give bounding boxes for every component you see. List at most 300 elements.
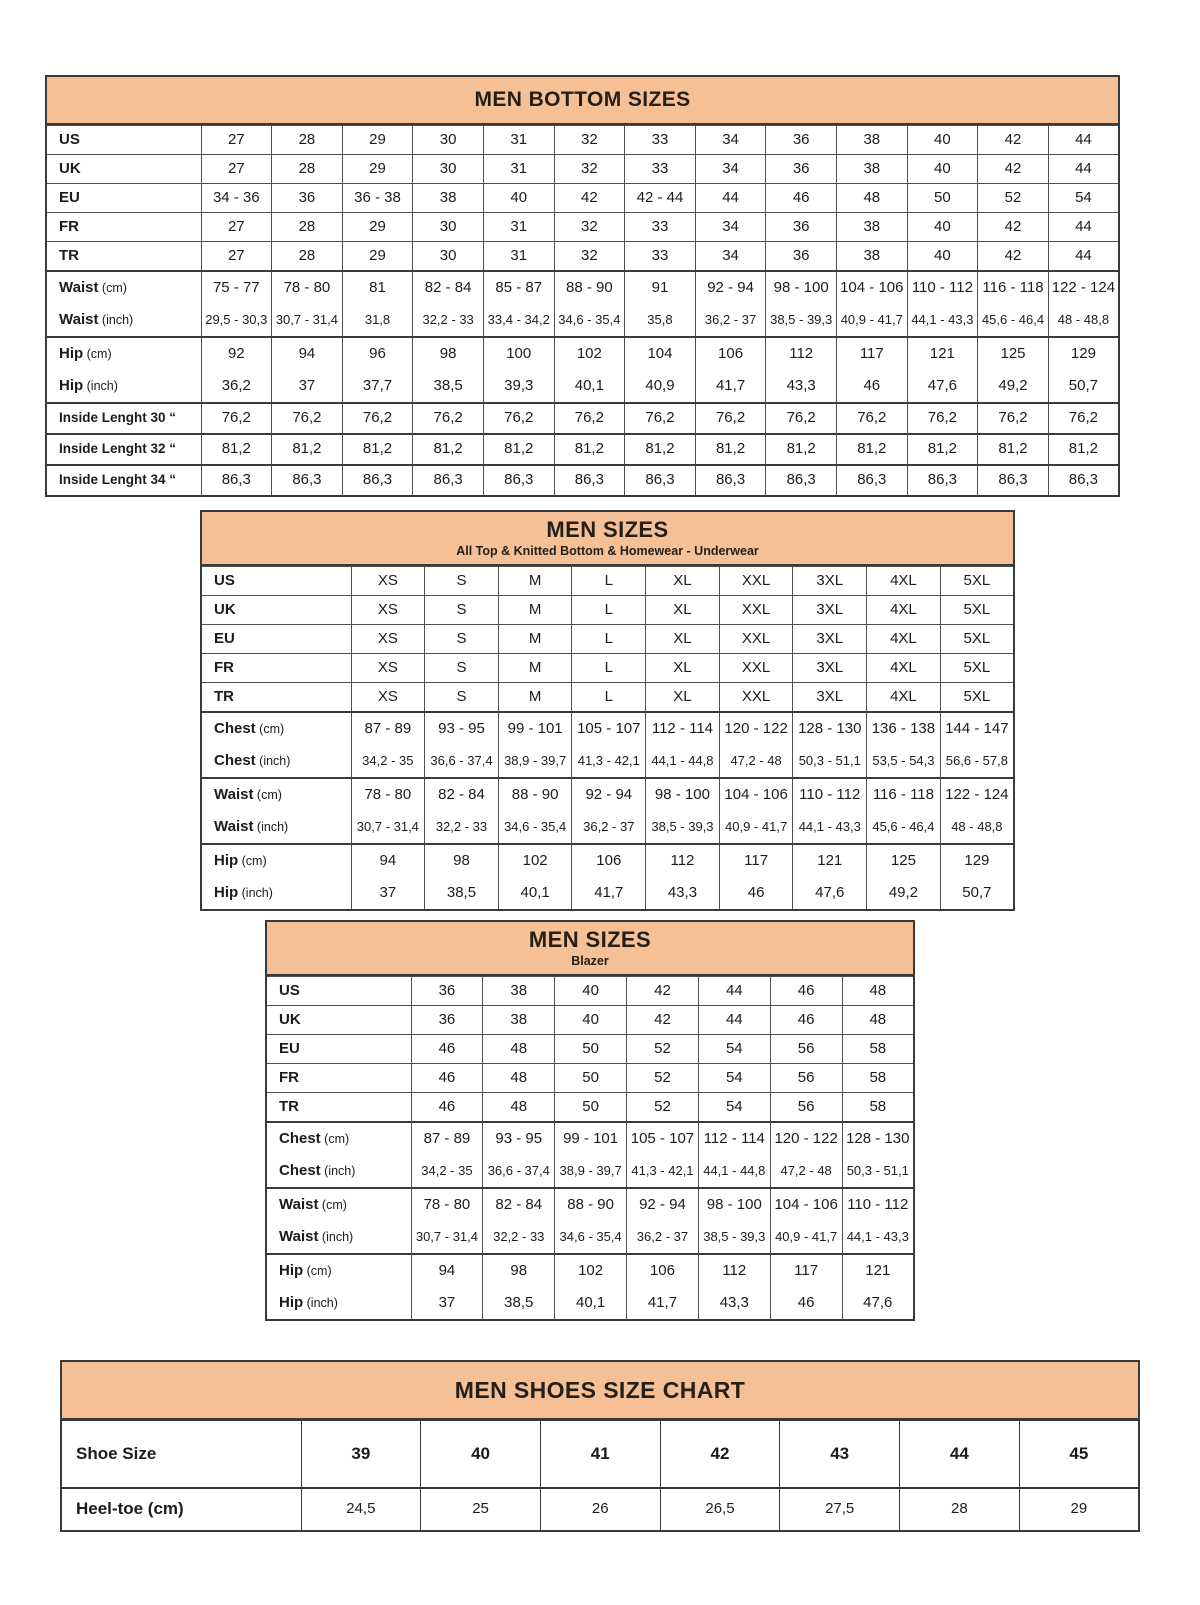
cell-value: 34: [695, 242, 766, 272]
cell-value: 33: [625, 155, 696, 184]
cell-value: 81: [342, 271, 413, 304]
row-label: Waist (cm): [266, 1188, 411, 1221]
cell-value: 36,6 - 37,4: [425, 745, 499, 778]
cell-value: 24,5: [301, 1488, 421, 1531]
cell-value: 47,6: [907, 370, 978, 403]
cell-value: 105 - 107: [627, 1122, 699, 1155]
table-row: [266, 1064, 914, 1093]
table-row: [201, 877, 1014, 910]
cell-value: 82 - 84: [483, 1188, 555, 1221]
cell-value: 117: [770, 1254, 842, 1287]
table-row: [266, 1188, 914, 1221]
cell-value: L: [572, 654, 646, 683]
row-label: UK: [201, 596, 351, 625]
cell-value: 81,2: [342, 434, 413, 465]
table-row: [61, 1421, 1139, 1489]
cell-value: 46: [836, 370, 907, 403]
cell-value: M: [498, 683, 572, 713]
cell-value: 87 - 89: [351, 712, 425, 745]
row-label: Hip (cm): [201, 844, 351, 877]
cell-value: 5XL: [940, 683, 1014, 713]
row-label: Waist (cm): [46, 271, 201, 304]
cell-value: 47,2 - 48: [770, 1155, 842, 1188]
cell-value: 76,2: [1048, 403, 1119, 434]
cell-value: 40: [421, 1421, 541, 1489]
cell-value: 44: [698, 977, 770, 1006]
cell-value: 45,6 - 46,4: [978, 304, 1049, 337]
cell-value: 36,2 - 37: [627, 1221, 699, 1254]
cell-value: 94: [411, 1254, 483, 1287]
cell-value: 42: [978, 213, 1049, 242]
cell-value: 117: [719, 844, 793, 877]
cell-value: 47,2 - 48: [719, 745, 793, 778]
cell-value: 81,2: [766, 434, 837, 465]
cell-value: 31: [483, 242, 554, 272]
cell-value: 48: [842, 1006, 914, 1035]
table-row: [266, 977, 914, 1006]
cell-value: 43,3: [766, 370, 837, 403]
cell-value: 86,3: [695, 465, 766, 496]
cell-value: 32,2 - 33: [483, 1221, 555, 1254]
row-label: Hip (cm): [46, 337, 201, 370]
table-row: [266, 1221, 914, 1254]
cell-value: 46: [770, 1287, 842, 1320]
table-row: [201, 745, 1014, 778]
cell-value: 94: [351, 844, 425, 877]
cell-value: M: [498, 567, 572, 596]
cell-value: 34,6 - 35,4: [555, 1221, 627, 1254]
cell-value: 104 - 106: [719, 778, 793, 811]
cell-value: 25: [421, 1488, 541, 1531]
cell-value: 56: [770, 1035, 842, 1064]
row-label: EU: [266, 1035, 411, 1064]
cell-value: 36: [766, 155, 837, 184]
table-row: [46, 126, 1119, 155]
cell-value: 76,2: [766, 403, 837, 434]
cell-value: 38,5: [425, 877, 499, 910]
cell-value: 120 - 122: [719, 712, 793, 745]
cell-value: 34,6 - 35,4: [554, 304, 625, 337]
cell-value: XXL: [719, 625, 793, 654]
cell-value: 3XL: [793, 654, 867, 683]
cell-value: 129: [940, 844, 1014, 877]
table-title: MEN SHOES SIZE CHART: [454, 1376, 746, 1403]
cell-value: 86,3: [836, 465, 907, 496]
cell-value: 112: [698, 1254, 770, 1287]
cell-value: 48 - 48,8: [940, 811, 1014, 844]
cell-value: 116 - 118: [867, 778, 941, 811]
cell-value: 86,3: [483, 465, 554, 496]
row-label: US: [201, 567, 351, 596]
row-label: Waist (cm): [201, 778, 351, 811]
cell-value: 48: [483, 1093, 555, 1123]
cell-value: XXL: [719, 654, 793, 683]
cell-value: 86,3: [978, 465, 1049, 496]
cell-value: 86,3: [272, 465, 343, 496]
table-row: [201, 844, 1014, 877]
cell-value: M: [498, 596, 572, 625]
cell-value: 81,2: [554, 434, 625, 465]
cell-value: 3XL: [793, 683, 867, 713]
cell-value: 48: [836, 184, 907, 213]
cell-value: 40,9 - 41,7: [770, 1221, 842, 1254]
cell-value: 3XL: [793, 625, 867, 654]
cell-value: 85 - 87: [483, 271, 554, 304]
cell-value: 99 - 101: [555, 1122, 627, 1155]
table-title: MEN SIZES: [546, 517, 669, 543]
cell-value: 110 - 112: [793, 778, 867, 811]
cell-value: 39: [301, 1421, 421, 1489]
cell-value: 88 - 90: [555, 1188, 627, 1221]
cell-value: 121: [907, 337, 978, 370]
cell-value: 88 - 90: [554, 271, 625, 304]
row-label: Waist (inch): [201, 811, 351, 844]
cell-value: L: [572, 567, 646, 596]
cell-value: 4XL: [867, 654, 941, 683]
cell-value: 42: [978, 242, 1049, 272]
cell-value: 44: [695, 184, 766, 213]
cell-value: 40: [907, 126, 978, 155]
cell-value: 46: [719, 877, 793, 910]
table-row: [201, 683, 1014, 713]
men-bottom-sizes-grid: [45, 125, 1120, 497]
cell-value: 52: [978, 184, 1049, 213]
cell-value: 116 - 118: [978, 271, 1049, 304]
table-row: [266, 1093, 914, 1123]
cell-value: 98 - 100: [646, 778, 720, 811]
cell-value: 81,2: [413, 434, 484, 465]
table-row: [266, 1155, 914, 1188]
row-label: Inside Lenght 32 “: [46, 434, 201, 465]
cell-value: 44,1 - 44,8: [646, 745, 720, 778]
cell-value: XL: [646, 596, 720, 625]
cell-value: 98: [425, 844, 499, 877]
cell-value: 93 - 95: [483, 1122, 555, 1155]
cell-value: 52: [627, 1035, 699, 1064]
cell-value: 76,2: [625, 403, 696, 434]
cell-value: 100: [483, 337, 554, 370]
cell-value: 30,7 - 31,4: [272, 304, 343, 337]
cell-value: 26,5: [660, 1488, 780, 1531]
cell-value: 42: [627, 1006, 699, 1035]
cell-value: 86,3: [413, 465, 484, 496]
cell-value: 44: [1048, 242, 1119, 272]
cell-value: 28: [272, 126, 343, 155]
cell-value: 105 - 107: [572, 712, 646, 745]
cell-value: 86,3: [766, 465, 837, 496]
cell-value: 31: [483, 155, 554, 184]
cell-value: 38: [836, 126, 907, 155]
table-row: [46, 304, 1119, 337]
cell-value: 50,7: [1048, 370, 1119, 403]
cell-value: 58: [842, 1093, 914, 1123]
cell-value: 38: [836, 155, 907, 184]
cell-value: 81,2: [978, 434, 1049, 465]
cell-value: 78 - 80: [272, 271, 343, 304]
cell-value: 76,2: [978, 403, 1049, 434]
cell-value: 98: [483, 1254, 555, 1287]
cell-value: 27: [201, 126, 272, 155]
cell-value: 31: [483, 213, 554, 242]
cell-value: 78 - 80: [351, 778, 425, 811]
cell-value: 34,2 - 35: [411, 1155, 483, 1188]
cell-value: 46: [411, 1064, 483, 1093]
cell-value: M: [498, 654, 572, 683]
cell-value: 30: [413, 126, 484, 155]
cell-value: 29: [342, 213, 413, 242]
cell-value: 112 - 114: [698, 1122, 770, 1155]
cell-value: 76,2: [695, 403, 766, 434]
cell-value: 37: [411, 1287, 483, 1320]
cell-value: 30,7 - 31,4: [351, 811, 425, 844]
cell-value: 42: [660, 1421, 780, 1489]
row-label: Hip (inch): [46, 370, 201, 403]
cell-value: 38: [836, 213, 907, 242]
cell-value: S: [425, 567, 499, 596]
table-row: [201, 712, 1014, 745]
cell-value: 28: [900, 1488, 1020, 1531]
cell-value: XS: [351, 654, 425, 683]
cell-value: L: [572, 625, 646, 654]
row-label: FR: [266, 1064, 411, 1093]
cell-value: 38,5 - 39,3: [698, 1221, 770, 1254]
cell-value: 38: [483, 977, 555, 1006]
cell-value: 4XL: [867, 625, 941, 654]
cell-value: 40: [555, 977, 627, 1006]
cell-value: XS: [351, 596, 425, 625]
cell-value: 104 - 106: [836, 271, 907, 304]
cell-value: 120 - 122: [770, 1122, 842, 1155]
cell-value: 44,1 - 44,8: [698, 1155, 770, 1188]
cell-value: 86,3: [342, 465, 413, 496]
cell-value: 54: [698, 1064, 770, 1093]
row-label: Inside Lenght 34 “: [46, 465, 201, 496]
cell-value: XXL: [719, 596, 793, 625]
table-row: [201, 778, 1014, 811]
table-row: [46, 370, 1119, 403]
cell-value: 46: [770, 1006, 842, 1035]
cell-value: XL: [646, 683, 720, 713]
cell-value: 30: [413, 242, 484, 272]
table-row: [46, 465, 1119, 496]
cell-value: 81,2: [907, 434, 978, 465]
cell-value: 81,2: [201, 434, 272, 465]
cell-value: 29: [342, 155, 413, 184]
men-shoes-size-chart-table: [60, 1360, 1140, 1532]
cell-value: 27,5: [780, 1488, 900, 1531]
cell-value: 78 - 80: [411, 1188, 483, 1221]
cell-value: 92: [201, 337, 272, 370]
cell-value: 30,7 - 31,4: [411, 1221, 483, 1254]
cell-value: 40,9 - 41,7: [719, 811, 793, 844]
cell-value: 38,5: [483, 1287, 555, 1320]
cell-value: 4XL: [867, 596, 941, 625]
row-label: EU: [201, 625, 351, 654]
cell-value: 34,6 - 35,4: [498, 811, 572, 844]
cell-value: S: [425, 683, 499, 713]
table-row: [201, 625, 1014, 654]
cell-value: 76,2: [342, 403, 413, 434]
table-row: [46, 403, 1119, 434]
cell-value: 48: [842, 977, 914, 1006]
cell-value: 44: [698, 1006, 770, 1035]
cell-value: 52: [627, 1064, 699, 1093]
cell-value: 33: [625, 242, 696, 272]
cell-value: 92 - 94: [695, 271, 766, 304]
cell-value: 50: [555, 1064, 627, 1093]
cell-value: 37: [351, 877, 425, 910]
cell-value: 58: [842, 1035, 914, 1064]
cell-value: 112: [766, 337, 837, 370]
cell-value: 52: [627, 1093, 699, 1123]
table-row: [201, 567, 1014, 596]
cell-value: L: [572, 683, 646, 713]
cell-value: 34: [695, 126, 766, 155]
cell-value: 106: [627, 1254, 699, 1287]
cell-value: 117: [836, 337, 907, 370]
cell-value: 26: [540, 1488, 660, 1531]
men-sizes-top-grid: [200, 566, 1015, 911]
cell-value: 50,7: [940, 877, 1014, 910]
cell-value: 32: [554, 155, 625, 184]
cell-value: XL: [646, 625, 720, 654]
row-label: Hip (inch): [266, 1287, 411, 1320]
cell-value: 4XL: [867, 567, 941, 596]
cell-value: 48 - 48,8: [1048, 304, 1119, 337]
row-label: Chest (cm): [266, 1122, 411, 1155]
cell-value: 54: [698, 1035, 770, 1064]
cell-value: 91: [625, 271, 696, 304]
cell-value: 76,2: [413, 403, 484, 434]
cell-value: 122 - 124: [940, 778, 1014, 811]
cell-value: 29,5 - 30,3: [201, 304, 272, 337]
table-row: [266, 1287, 914, 1320]
cell-value: 38,5 - 39,3: [766, 304, 837, 337]
cell-value: 86,3: [907, 465, 978, 496]
cell-value: 5XL: [940, 625, 1014, 654]
cell-value: 40,9 - 41,7: [836, 304, 907, 337]
cell-value: 82 - 84: [425, 778, 499, 811]
cell-value: 36: [411, 977, 483, 1006]
cell-value: 128 - 130: [842, 1122, 914, 1155]
cell-value: XXL: [719, 683, 793, 713]
men-bottom-sizes-header: [45, 75, 1120, 125]
cell-value: 86,3: [625, 465, 696, 496]
table-row: [46, 242, 1119, 272]
cell-value: 32: [554, 213, 625, 242]
cell-value: 98 - 100: [698, 1188, 770, 1221]
cell-value: 42: [554, 184, 625, 213]
table-row: [266, 1254, 914, 1287]
cell-value: 81,2: [483, 434, 554, 465]
cell-value: S: [425, 654, 499, 683]
cell-value: 36: [766, 242, 837, 272]
row-label: FR: [201, 654, 351, 683]
cell-value: 36,6 - 37,4: [483, 1155, 555, 1188]
cell-value: 46: [766, 184, 837, 213]
cell-value: 43,3: [646, 877, 720, 910]
row-label: TR: [46, 242, 201, 272]
cell-value: 50: [555, 1093, 627, 1123]
cell-value: 43,3: [698, 1287, 770, 1320]
cell-value: 36: [272, 184, 343, 213]
row-label: UK: [46, 155, 201, 184]
cell-value: 121: [793, 844, 867, 877]
table-row: [266, 1006, 914, 1035]
cell-value: 54: [698, 1093, 770, 1123]
table-row: [46, 155, 1119, 184]
row-label: EU: [46, 184, 201, 213]
cell-value: 40: [907, 242, 978, 272]
row-label: Waist (inch): [46, 304, 201, 337]
row-label: TR: [266, 1093, 411, 1123]
row-label: Inside Lenght 30 “: [46, 403, 201, 434]
cell-value: 40: [555, 1006, 627, 1035]
cell-value: 27: [201, 242, 272, 272]
cell-value: 32: [554, 126, 625, 155]
cell-value: 44,1 - 43,3: [907, 304, 978, 337]
cell-value: 28: [272, 213, 343, 242]
cell-value: 50,3 - 51,1: [793, 745, 867, 778]
cell-value: 56: [770, 1064, 842, 1093]
men-sizes-blazer-grid: [265, 976, 915, 1321]
cell-value: 38: [483, 1006, 555, 1035]
cell-value: 36: [766, 213, 837, 242]
cell-value: 125: [978, 337, 1049, 370]
row-label: Shoe Size: [61, 1421, 301, 1489]
cell-value: 81,2: [1048, 434, 1119, 465]
cell-value: 75 - 77: [201, 271, 272, 304]
men-sizes-top-header: [200, 510, 1015, 566]
cell-value: 96: [342, 337, 413, 370]
cell-value: 94: [272, 337, 343, 370]
table-subtitle: Blazer: [571, 953, 609, 968]
cell-value: S: [425, 625, 499, 654]
cell-value: 36,2: [201, 370, 272, 403]
cell-value: 43: [780, 1421, 900, 1489]
cell-value: 37: [272, 370, 343, 403]
cell-value: S: [425, 596, 499, 625]
cell-value: 35,8: [625, 304, 696, 337]
cell-value: 41: [540, 1421, 660, 1489]
table-subtitle: All Top & Knitted Bottom & Homewear - Underwear: [456, 543, 759, 558]
row-label: FR: [46, 213, 201, 242]
cell-value: 34 - 36: [201, 184, 272, 213]
cell-value: XS: [351, 625, 425, 654]
row-label: Heel-toe (cm): [61, 1488, 301, 1531]
cell-value: 33: [625, 213, 696, 242]
cell-value: 45: [1019, 1421, 1139, 1489]
cell-value: 47,6: [842, 1287, 914, 1320]
cell-value: 98: [413, 337, 484, 370]
cell-value: 50,3 - 51,1: [842, 1155, 914, 1188]
cell-value: 102: [498, 844, 572, 877]
cell-value: 42: [627, 977, 699, 1006]
cell-value: 104 - 106: [770, 1188, 842, 1221]
cell-value: 29: [342, 242, 413, 272]
cell-value: 102: [554, 337, 625, 370]
cell-value: 54: [1048, 184, 1119, 213]
row-label: US: [266, 977, 411, 1006]
cell-value: 40,1: [555, 1287, 627, 1320]
row-label: Hip (inch): [201, 877, 351, 910]
cell-value: 81,2: [272, 434, 343, 465]
cell-value: 41,7: [695, 370, 766, 403]
cell-value: 39,3: [483, 370, 554, 403]
row-label: UK: [266, 1006, 411, 1035]
cell-value: 41,7: [572, 877, 646, 910]
row-label: US: [46, 126, 201, 155]
